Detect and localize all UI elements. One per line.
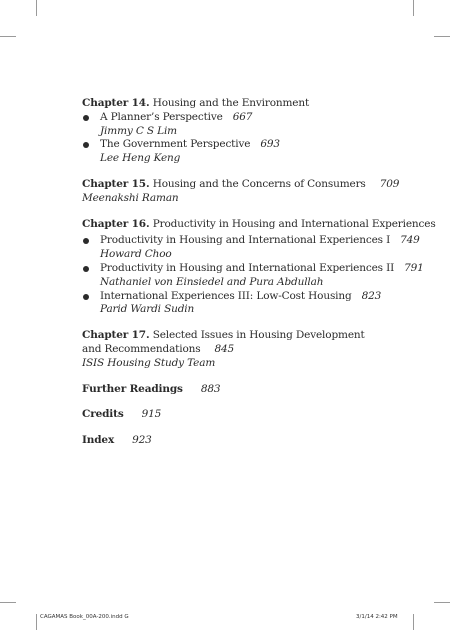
chapter-number: Chapter 16. — [82, 217, 150, 230]
chapter-title: Selected Issues in Housing Development — [152, 329, 365, 342]
chapter-heading — [82, 329, 422, 343]
entry-label: Credits — [82, 408, 124, 421]
page-number: 693 — [260, 138, 280, 151]
crop-mark-bottom-right-horizontal — [434, 602, 450, 603]
toc-entry — [82, 138, 422, 166]
entry-title: A Planner’s Perspective — [100, 110, 223, 123]
chapter-number: Chapter 15. — [82, 177, 150, 190]
crop-mark-top-left — [36, 0, 37, 16]
chapter-title: Housing and the Concerns of Consumers — [152, 177, 366, 190]
chapter-heading-continued — [82, 343, 422, 357]
entry-label: Further Readings — [82, 382, 183, 395]
entry-author: Howard Choo — [100, 248, 172, 261]
entry-title: Productivity in Housing and International Experiences I — [100, 234, 391, 247]
page-number: 845 — [214, 342, 235, 355]
entry-title: International Experiences III: Low-Cost Housing — [100, 289, 352, 302]
toc-entry — [82, 234, 422, 262]
chapter-author: ISIS Housing Study Team — [82, 356, 216, 369]
page-number: 709 — [379, 177, 400, 190]
chapter-heading — [82, 97, 422, 111]
bullet-icon — [83, 115, 89, 121]
chapter-number: Chapter 17. — [82, 329, 150, 342]
page-number: 749 — [400, 234, 420, 247]
further-readings-entry — [82, 383, 422, 397]
bullet-icon — [83, 294, 89, 300]
entry-title: Productivity in Housing and International Experiences II — [100, 261, 395, 274]
page-number: 915 — [141, 408, 162, 421]
crop-mark-top-right — [413, 0, 414, 16]
page-number: 791 — [404, 261, 424, 274]
chapter-heading — [82, 178, 422, 192]
bullet-icon — [83, 142, 89, 148]
toc-entry — [82, 262, 422, 290]
chapter-heading — [82, 217, 436, 232]
chapter-16 — [82, 217, 436, 318]
credits-entry — [82, 408, 422, 422]
crop-mark-top-right-horizontal — [434, 36, 450, 37]
crop-mark-top-left-horizontal — [0, 36, 16, 37]
crop-mark-bottom-left — [36, 614, 37, 630]
page-number: 823 — [361, 289, 382, 302]
entry-author: Jimmy C S Lim — [100, 124, 177, 137]
slug-datetime: 3/1/14 2:42 PM — [356, 614, 398, 620]
toc-entry — [82, 290, 422, 318]
chapter-author: Meenakshi Raman — [82, 191, 179, 204]
index-entry — [82, 434, 422, 448]
crop-mark-bottom-left-horizontal — [0, 602, 16, 603]
bullet-icon — [83, 266, 89, 272]
chapter-14 — [82, 97, 422, 166]
page-number: 883 — [200, 382, 221, 395]
entry-author: Nathaniel von Einsiedel and Pura Abdullah — [100, 275, 324, 288]
bullet-icon — [83, 238, 89, 244]
chapter-title: Productivity in Housing and International Experiences — [152, 217, 436, 230]
entry-title: The Government Perspective — [100, 138, 251, 151]
entry-label: Index — [82, 434, 115, 447]
slug-filename: CAGAMAS Book_00A-200.indd G — [40, 614, 129, 620]
chapter-17 — [82, 329, 422, 370]
table-of-contents — [82, 97, 436, 460]
page-number: 923 — [132, 434, 152, 447]
chapter-title-continued: and Recommendations — [82, 342, 201, 355]
entry-author: Lee Heng Keng — [100, 152, 181, 165]
entry-author: Parid Wardi Sudin — [100, 303, 195, 316]
toc-entry — [82, 111, 422, 139]
page-number: 667 — [232, 110, 253, 123]
chapter-15 — [82, 178, 422, 206]
chapter-title: Housing and the Environment — [152, 97, 310, 109]
chapter-number: Chapter 14. — [82, 97, 150, 109]
crop-mark-bottom-right — [413, 614, 414, 630]
